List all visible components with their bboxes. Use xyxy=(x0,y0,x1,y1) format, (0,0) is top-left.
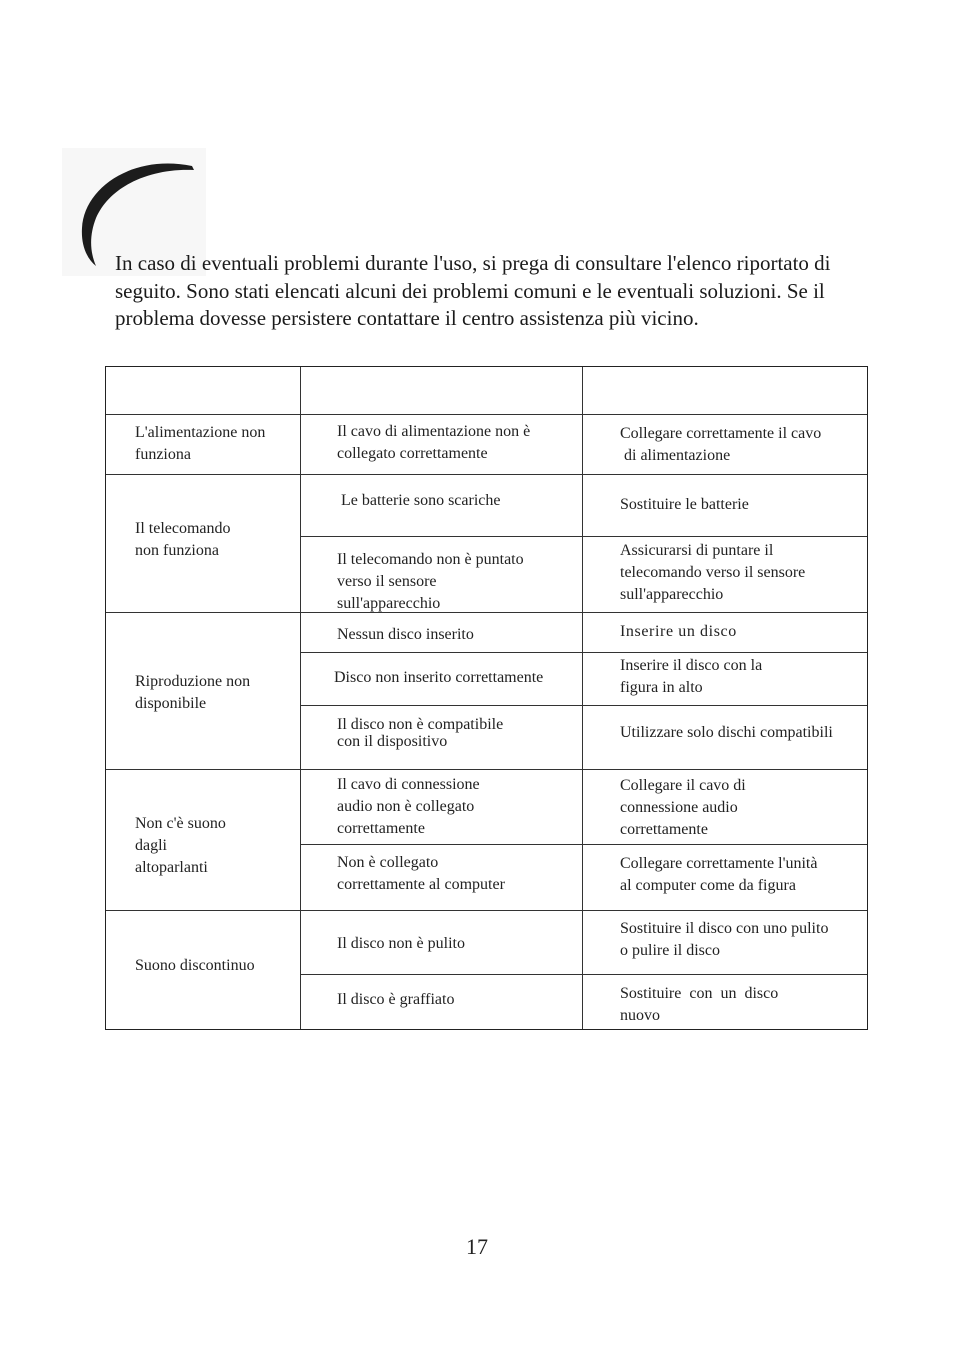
cause-text: Il telecomando non è puntato xyxy=(337,551,524,568)
problem-text: Riproduzione non xyxy=(135,673,251,690)
problem-text: Suono discontinuo xyxy=(135,957,255,974)
solution-text: Collegare correttamente il cavo xyxy=(620,425,822,442)
problem-cell xyxy=(135,813,226,879)
solution-text: al computer come da figura xyxy=(620,877,796,894)
cause-text: Nessun disco inserito xyxy=(337,626,474,643)
row-divider xyxy=(300,652,867,653)
cause-text: Le batterie sono scariche xyxy=(341,492,501,509)
solution-text: Sostituire il disco con uno pulito xyxy=(620,920,829,937)
cause-text: collegato correttamente xyxy=(337,445,488,462)
solution-text: Inserire il disco con la xyxy=(620,657,763,674)
column-divider xyxy=(582,367,583,1029)
cause-cell xyxy=(334,667,543,689)
cause-text: sull'apparecchio xyxy=(337,595,441,612)
solution-text: figura in alto xyxy=(620,679,703,696)
cause-text: Non è collegato xyxy=(337,854,439,871)
solution-cell xyxy=(620,494,749,516)
solution-cell xyxy=(620,918,828,962)
solution-text: correttamente xyxy=(620,821,708,838)
cause-cell xyxy=(337,852,505,896)
cause-text: con il dispositivo xyxy=(337,733,448,750)
solution-text: Collegare il cavo di xyxy=(620,777,746,794)
cause-text: verso il sensore xyxy=(337,573,437,590)
cause-text: Disco non inserito correttamente xyxy=(334,669,544,686)
solution-cell xyxy=(620,983,778,1027)
solution-cell xyxy=(620,853,817,897)
row-divider xyxy=(300,536,867,537)
intro-line: seguito. Sono stati elencati alcuni dei problemi comuni e le eventuali soluzioni. Se il xyxy=(115,278,825,303)
problem-text: L'alimentazione non xyxy=(135,424,266,441)
solution-text: o pulire il disco xyxy=(620,942,720,959)
row-divider xyxy=(300,974,867,975)
row-divider xyxy=(106,474,867,475)
cause-cell xyxy=(337,549,524,615)
problem-text: altoparlanti xyxy=(135,859,208,876)
solution-text: nuovo xyxy=(620,1007,660,1024)
intro-paragraph xyxy=(115,250,855,333)
troubleshooting-table xyxy=(105,366,868,1030)
cause-text: Il disco non è compatibile xyxy=(337,716,504,733)
cause-text: Il cavo di connessione xyxy=(337,776,480,793)
cause-cell xyxy=(337,933,465,955)
intro-line: In caso di eventuali problemi durante l'uso, si prega di consultare l'elenco riportato di xyxy=(115,251,831,275)
cause-cell xyxy=(337,716,503,750)
intro-line: problema dovesse persistere contattare il centro assistenza più vicino. xyxy=(115,306,699,330)
cause-text: Il disco non è pulito xyxy=(337,935,465,952)
cause-cell xyxy=(337,989,454,1011)
cause-text: correttamente xyxy=(337,820,425,837)
solution-cell xyxy=(620,423,821,467)
solution-text: Sostituire con un disco xyxy=(620,985,779,1002)
solution-cell xyxy=(620,722,833,744)
row-divider xyxy=(106,910,867,911)
problem-text: non funziona xyxy=(135,542,219,559)
solution-cell xyxy=(620,655,762,699)
cause-text: Il cavo di alimentazione non è xyxy=(337,423,531,440)
row-divider xyxy=(106,414,867,415)
page-number: 17 xyxy=(466,1234,488,1259)
problem-cell xyxy=(135,955,255,977)
solution-text: connessione audio xyxy=(620,799,738,816)
cause-text: Il disco è graffiato xyxy=(337,991,455,1008)
problem-text: Non c'è suono xyxy=(135,815,226,832)
problem-text: funziona xyxy=(135,446,191,463)
problem-cell xyxy=(135,422,265,466)
solution-text: Inserire un disco xyxy=(620,623,737,640)
row-divider xyxy=(300,844,867,845)
row-divider xyxy=(300,705,867,706)
problem-text: disponibile xyxy=(135,695,207,712)
cause-text: correttamente al computer xyxy=(337,876,505,893)
solution-cell xyxy=(620,775,746,841)
cause-cell xyxy=(337,421,530,465)
solution-text: di alimentazione xyxy=(620,447,731,464)
solution-cell xyxy=(620,540,805,606)
solution-text: telecomando verso il sensore xyxy=(620,564,806,581)
cause-cell xyxy=(341,490,500,512)
problem-text: dagli xyxy=(135,837,167,854)
cause-cell xyxy=(337,774,480,840)
solution-text: sull'apparecchio xyxy=(620,586,724,603)
solution-cell xyxy=(620,621,737,643)
cause-cell xyxy=(337,624,474,646)
solution-text: Collegare correttamente l'unità xyxy=(620,855,818,872)
row-divider xyxy=(106,769,867,770)
solution-text: Sostituire le batterie xyxy=(620,496,749,513)
cause-text: audio non è collegato xyxy=(337,798,475,815)
problem-cell xyxy=(135,671,250,715)
solution-text: Utilizzare solo dischi compatibili xyxy=(620,724,833,741)
solution-text: Assicurarsi di puntare il xyxy=(620,542,774,559)
problem-cell xyxy=(135,518,231,562)
column-divider xyxy=(300,367,301,1029)
problem-text: Il telecomando xyxy=(135,520,231,537)
